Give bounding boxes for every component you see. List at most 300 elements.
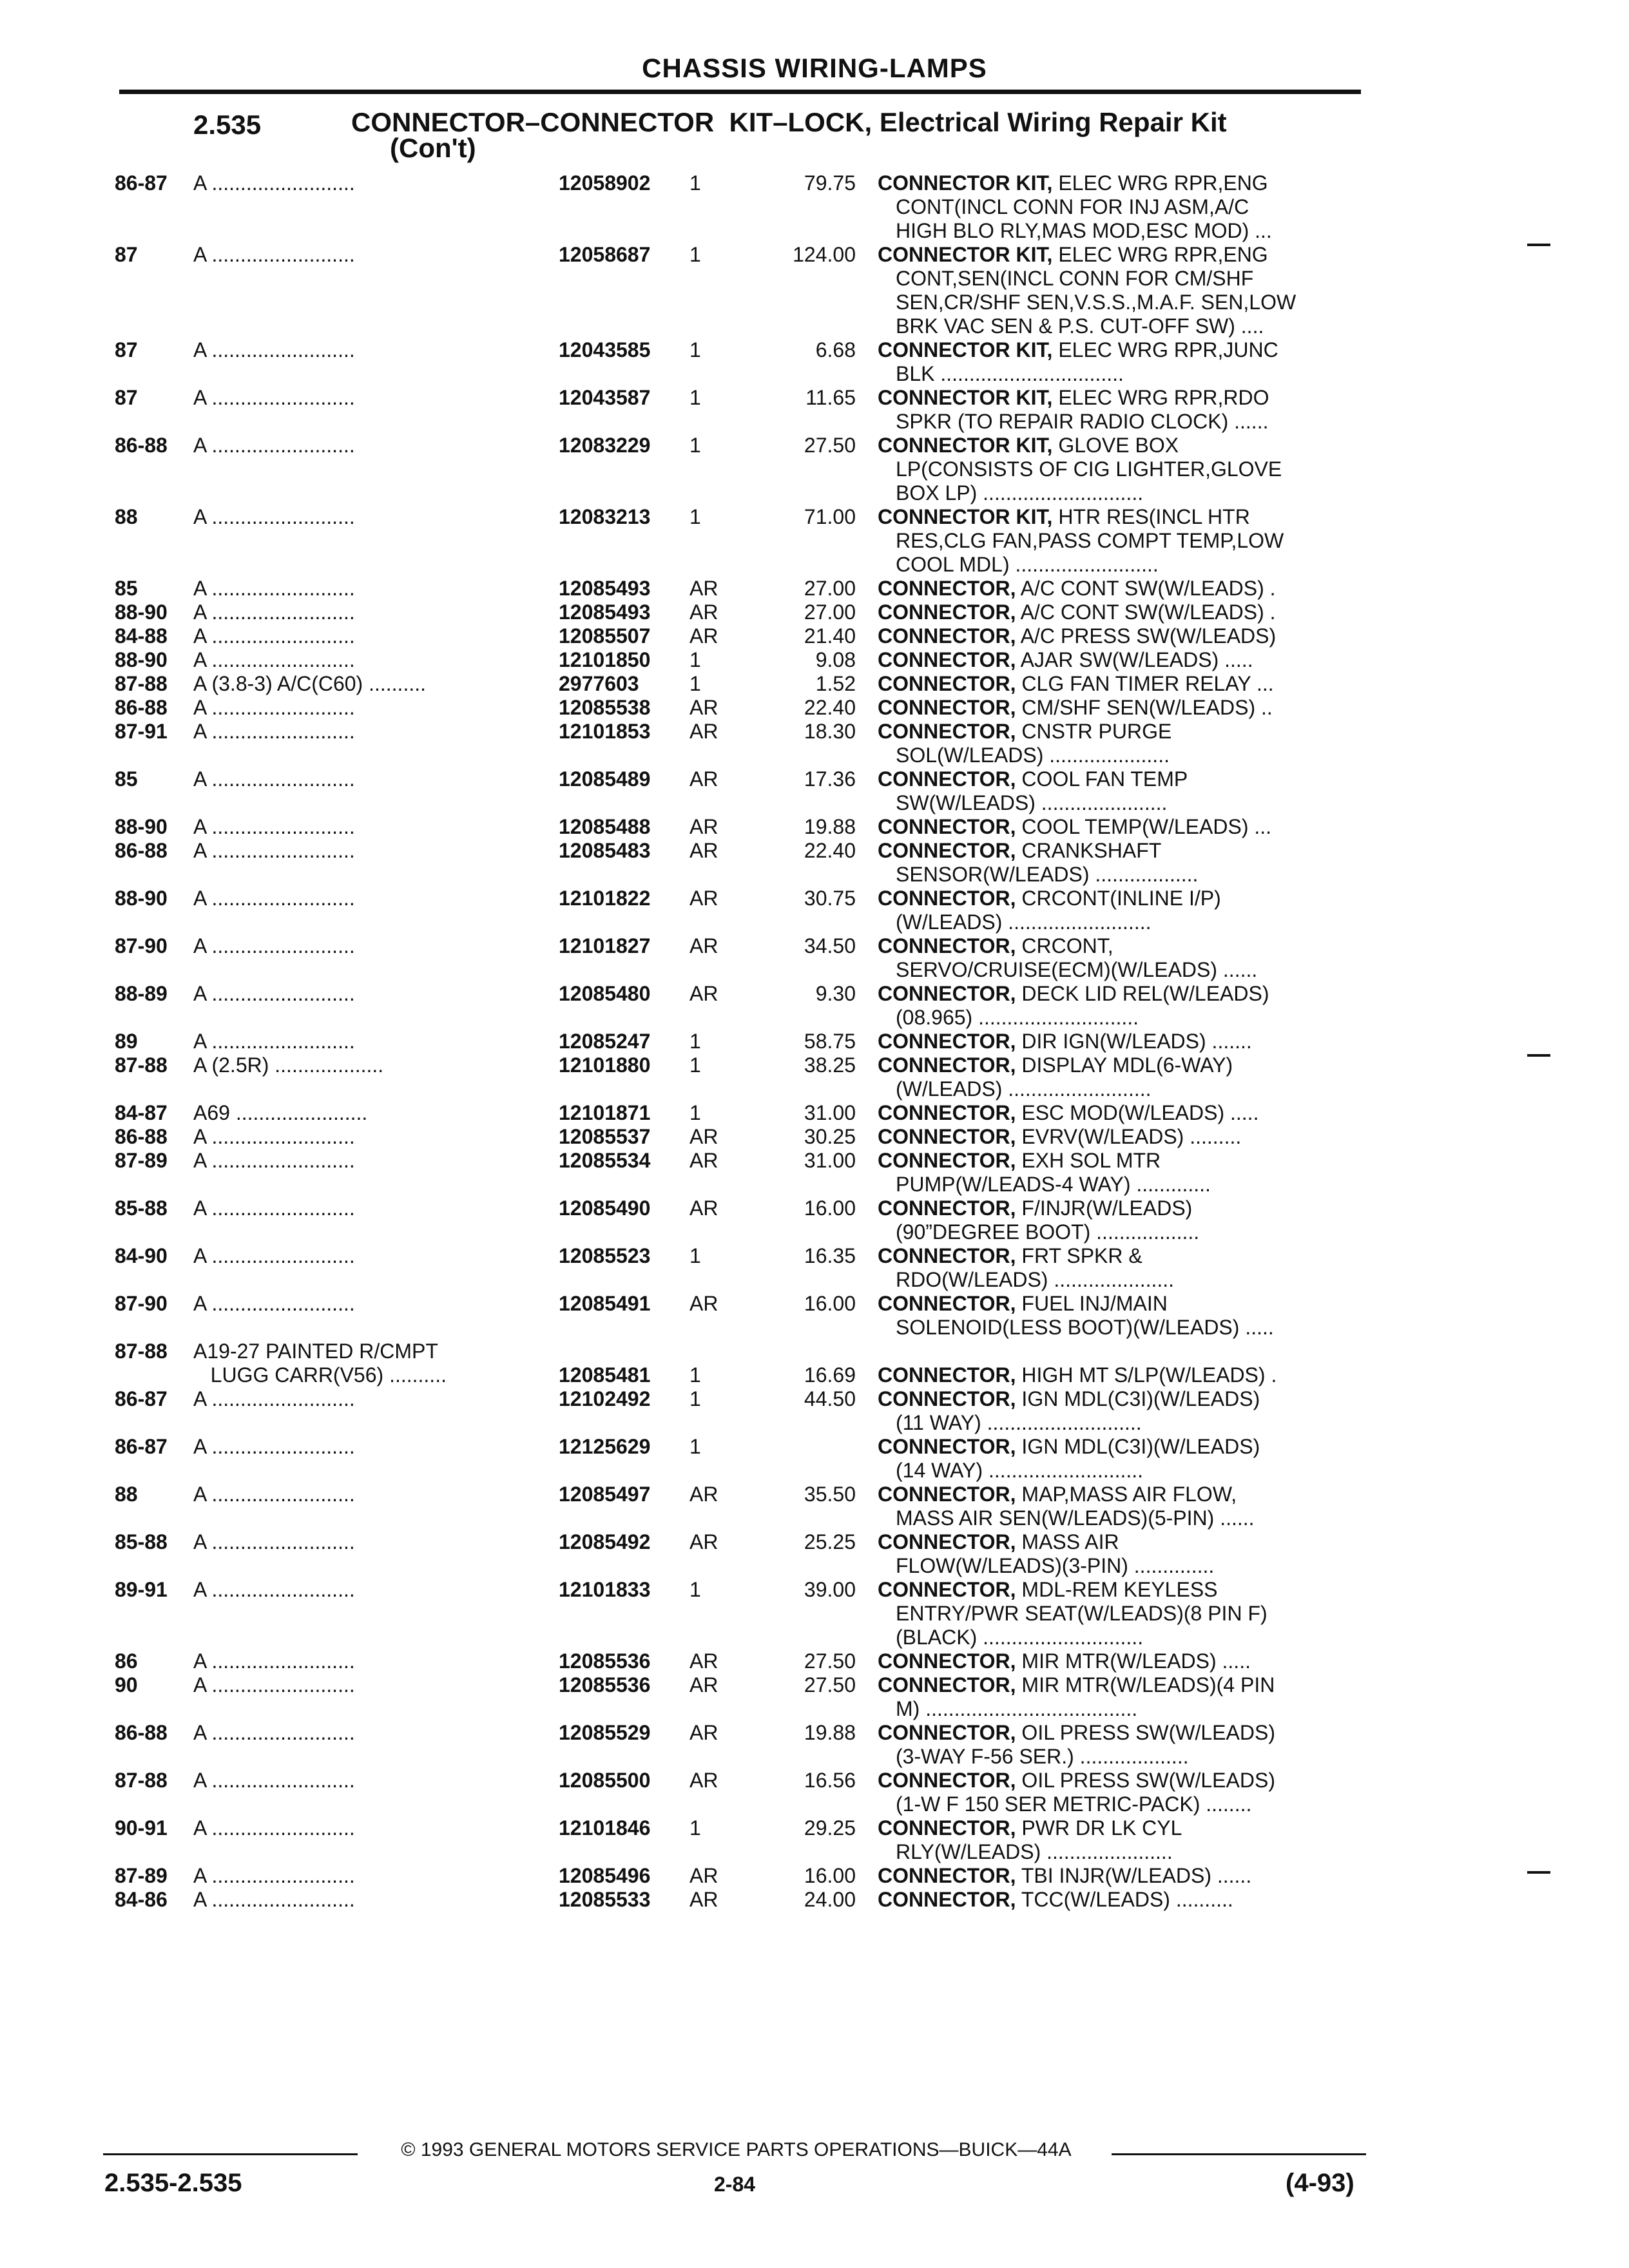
description (878, 1649, 1351, 1673)
model-year: 87-88 (115, 672, 168, 695)
description (878, 601, 1351, 624)
part-number: 12101846 (559, 1816, 651, 1840)
quantity: AR (689, 767, 718, 791)
description (878, 1721, 1351, 1769)
table-row (0, 624, 1629, 648)
quantity: AR (689, 1673, 718, 1696)
model-year: 86-88 (115, 1721, 168, 1744)
description-text: FUEL INJ/MAIN (1016, 1292, 1168, 1315)
model-year: 87-88 (115, 1769, 168, 1792)
description (878, 1387, 1351, 1435)
description-line (878, 1578, 1351, 1602)
table-row (0, 386, 1629, 434)
price: 27.50 (804, 1673, 856, 1696)
table-row (0, 1721, 1629, 1769)
model-year: 85 (115, 577, 138, 600)
part-name: CONNECTOR, (878, 1721, 1016, 1744)
table-row (0, 1387, 1629, 1435)
description-text: GLOVE BOX (1052, 434, 1179, 457)
part-name: CONNECTOR, (878, 672, 1016, 695)
model-year: 88-90 (115, 601, 168, 624)
section-title-line2: (Con't) (390, 133, 476, 163)
part-name: CONNECTOR KIT, (878, 171, 1053, 195)
part-name: CONNECTOR, (878, 1196, 1016, 1220)
table-row (0, 767, 1629, 815)
footer-rule-left (103, 2153, 358, 2155)
part-number: 12085523 (559, 1244, 651, 1267)
description-text: ELEC WRG RPR,ENG (1052, 243, 1268, 266)
table-row (0, 434, 1629, 505)
model-code: A ......................... (193, 887, 355, 910)
quantity: 1 (689, 505, 701, 528)
description-line: CONT,SEN(INCL CONN FOR CM/SHF (896, 267, 1254, 290)
part-name: CONNECTOR, (878, 601, 1016, 624)
part-name: CONNECTOR, (878, 934, 1016, 957)
description (878, 1363, 1351, 1387)
model-code: A ......................... (193, 1721, 355, 1744)
model-code: A ......................... (193, 1673, 355, 1696)
model-code: A ......................... (193, 1483, 355, 1506)
part-number: 12085536 (559, 1649, 651, 1673)
table-row (0, 815, 1629, 839)
part-number: 12101853 (559, 720, 651, 743)
table-row (0, 982, 1629, 1030)
price: 38.25 (804, 1053, 856, 1077)
description (878, 1125, 1351, 1149)
description-text: HIGH MT S/LP(W/LEADS) . (1016, 1363, 1277, 1387)
price: 9.08 (815, 648, 856, 671)
model-code: A ......................... (193, 1530, 355, 1553)
description (878, 648, 1351, 672)
table-row (0, 1363, 1629, 1387)
description (878, 720, 1351, 767)
description-text: MDL-REM KEYLESS (1016, 1578, 1218, 1601)
quantity: AR (689, 982, 718, 1005)
quantity: AR (689, 1649, 718, 1673)
price: 30.75 (804, 887, 856, 910)
quantity: 1 (689, 1435, 701, 1458)
model-year: 88-90 (115, 815, 168, 838)
model-code: A ......................... (193, 1030, 355, 1053)
description-text: CRCONT(INLINE I/P) (1016, 887, 1221, 910)
model-code: A19-27 PAINTED R/CMPT (193, 1340, 438, 1363)
description-text: F/INJR(W/LEADS) (1016, 1196, 1193, 1220)
model-year: 86-88 (115, 696, 168, 719)
model-code: A ......................... (193, 505, 355, 528)
part-name: CONNECTOR, (878, 1673, 1016, 1696)
section-title (351, 107, 1227, 163)
part-number: 12085483 (559, 839, 651, 862)
footer-copyright: © 1993 GENERAL MOTORS SERVICE PARTS OPERATIONS—BUICK—44A (401, 2139, 1072, 2160)
model-code: A ......................... (193, 1769, 355, 1792)
part-number: 12085529 (559, 1721, 651, 1744)
model-code: A ......................... (193, 696, 355, 719)
description (878, 171, 1351, 243)
description-line (878, 1244, 1351, 1268)
model-year: 87-88 (115, 1340, 168, 1363)
description-line (878, 601, 1351, 624)
description (878, 624, 1351, 648)
description-line: CONT(INCL CONN FOR INJ ASM,A/C (896, 195, 1249, 218)
part-name: CONNECTOR, (878, 839, 1016, 862)
table-row (0, 1483, 1629, 1530)
quantity: AR (689, 1196, 718, 1220)
description (878, 243, 1351, 338)
description-text: A/C PRESS SW(W/LEADS) (1016, 624, 1277, 648)
part-name: CONNECTOR, (878, 1816, 1016, 1840)
description (878, 1101, 1351, 1125)
description (878, 1530, 1351, 1578)
quantity: 1 (689, 1244, 701, 1267)
description-line: SW(W/LEADS) ...................... (896, 791, 1168, 814)
description-text: CRCONT, (1016, 934, 1113, 957)
footer (103, 2139, 1366, 2178)
table-row (0, 1125, 1629, 1149)
quantity: AR (689, 1125, 718, 1148)
price: 31.00 (804, 1149, 856, 1172)
model-code: A ......................... (193, 601, 355, 624)
quantity: AR (689, 577, 718, 600)
part-number: 12101871 (559, 1101, 651, 1124)
table-row (0, 887, 1629, 934)
model-code: A ......................... (193, 1125, 355, 1148)
quantity: 1 (689, 672, 701, 695)
description-line: PUMP(W/LEADS-4 WAY) ............. (896, 1173, 1211, 1196)
model-year: 86-87 (115, 171, 168, 195)
model-code: A ......................... (193, 720, 355, 743)
model-year: 86-87 (115, 1387, 168, 1410)
description (878, 934, 1351, 982)
model-code: A ......................... (193, 1149, 355, 1172)
part-name: CONNECTOR, (878, 1101, 1016, 1124)
description-line (878, 1125, 1351, 1149)
part-name: CONNECTOR, (878, 1149, 1016, 1172)
part-number: 12083213 (559, 505, 651, 528)
table-row (0, 1864, 1629, 1888)
description-line: (BLACK) ............................ (896, 1626, 1144, 1649)
part-number: 12085488 (559, 815, 651, 838)
description-line: (W/LEADS) ......................... (896, 910, 1152, 934)
description-text: EXH SOL MTR (1016, 1149, 1161, 1172)
description-line (878, 338, 1351, 362)
model-code: A ......................... (193, 1435, 355, 1458)
quantity: AR (689, 601, 718, 624)
description-line: (11 WAY) ........................... (896, 1411, 1142, 1434)
price: 16.00 (804, 1292, 856, 1315)
model-year: 84-86 (115, 1888, 168, 1911)
description-text: TCC(W/LEADS) .......... (1016, 1888, 1233, 1911)
description-line (878, 1888, 1351, 1912)
description-line: RLY(W/LEADS) ...................... (896, 1840, 1173, 1863)
description (878, 1673, 1351, 1721)
model-year: 87-89 (115, 1864, 168, 1887)
quantity: AR (689, 1149, 718, 1172)
part-number: 12101827 (559, 934, 651, 957)
description-line (878, 1864, 1351, 1888)
part-number: 12085492 (559, 1530, 651, 1553)
part-number: 12085538 (559, 696, 651, 719)
model-year: 84-88 (115, 624, 168, 648)
section-number: 2.535 (193, 110, 262, 140)
description-line (878, 1292, 1351, 1316)
quantity: 1 (689, 648, 701, 671)
description-text: ELEC WRG RPR,ENG (1052, 171, 1268, 195)
price: 44.50 (804, 1387, 856, 1410)
description-line (878, 1387, 1351, 1411)
part-number: 12085497 (559, 1483, 651, 1506)
model-year: 86-88 (115, 1125, 168, 1148)
price: 27.00 (804, 577, 856, 600)
part-name: CONNECTOR, (878, 1888, 1016, 1911)
description-line (878, 577, 1351, 601)
table-row (0, 601, 1629, 624)
description-line (878, 505, 1351, 529)
quantity: AR (689, 887, 718, 910)
part-number: 12085536 (559, 1673, 651, 1696)
description (878, 887, 1351, 934)
model-year: 85-88 (115, 1196, 168, 1220)
part-name: CONNECTOR, (878, 1483, 1016, 1506)
description-line: COOL MDL) ......................... (896, 553, 1159, 576)
description-text: MASS AIR (1016, 1530, 1119, 1553)
description-line (878, 1053, 1351, 1077)
table-row (0, 1053, 1629, 1101)
part-name: CONNECTOR KIT, (878, 386, 1053, 409)
description-line (878, 1030, 1351, 1053)
description-text: CRANKSHAFT (1016, 839, 1162, 862)
description-line (878, 934, 1351, 958)
part-number: 12125629 (559, 1435, 651, 1458)
description (878, 1053, 1351, 1101)
model-code: A ......................... (193, 577, 355, 600)
model-year: 86 (115, 1649, 138, 1673)
price: 16.00 (804, 1864, 856, 1887)
price: 39.00 (804, 1578, 856, 1601)
description-line: BRK VAC SEN & P.S. CUT-OFF SW) .... (896, 314, 1264, 338)
table-row (0, 839, 1629, 887)
description-line: BOX LP) ............................ (896, 481, 1144, 505)
description-text: MIR MTR(W/LEADS) ..... (1016, 1649, 1251, 1673)
description-line (878, 1816, 1351, 1840)
model-year: 88 (115, 505, 138, 528)
model-code: LUGG CARR(V56) .......... (193, 1363, 447, 1387)
description-line: (W/LEADS) ......................... (896, 1077, 1152, 1100)
description-line (878, 982, 1351, 1006)
part-number: 12085480 (559, 982, 651, 1005)
description-line (878, 1196, 1351, 1220)
description-text: COOL FAN TEMP (1016, 767, 1188, 791)
page-header: CHASSIS WIRING-LAMPS (642, 53, 987, 83)
part-name: CONNECTOR, (878, 696, 1016, 719)
part-name: CONNECTOR, (878, 1387, 1016, 1410)
table-row (0, 505, 1629, 577)
part-number: 12043585 (559, 338, 651, 361)
model-year: 85-88 (115, 1530, 168, 1553)
part-name: CONNECTOR, (878, 648, 1016, 671)
description (878, 1769, 1351, 1816)
price: 124.00 (793, 243, 856, 266)
table-row (0, 696, 1629, 720)
description-text: A/C CONT SW(W/LEADS) . (1016, 601, 1276, 624)
table-row (0, 1769, 1629, 1816)
description (878, 1196, 1351, 1244)
model-code: A ......................... (193, 648, 355, 671)
table-row (0, 577, 1629, 601)
price: 16.69 (804, 1363, 856, 1387)
description (878, 839, 1351, 887)
part-number: 12085481 (559, 1363, 651, 1387)
quantity: 1 (689, 243, 701, 266)
model-year: 84-90 (115, 1244, 168, 1267)
model-year: 87-91 (115, 720, 168, 743)
description-line (878, 1649, 1351, 1673)
description-line: MASS AIR SEN(W/LEADS)(5-PIN) ...... (896, 1506, 1255, 1530)
description-line (878, 648, 1351, 672)
model-code: A ......................... (193, 1244, 355, 1267)
part-name: CONNECTOR KIT, (878, 505, 1053, 528)
table-row (0, 672, 1629, 696)
description (878, 577, 1351, 601)
part-name: CONNECTOR, (878, 1292, 1016, 1315)
description-line (878, 839, 1351, 863)
part-number: 12102492 (559, 1387, 651, 1410)
description-line: HIGH BLO RLY,MAS MOD,ESC MOD) ... (896, 219, 1272, 242)
footer-page-number: 2-84 (714, 2173, 756, 2196)
table-row (0, 934, 1629, 982)
description-line (878, 767, 1351, 791)
price: 24.00 (804, 1888, 856, 1911)
part-name: CONNECTOR, (878, 1363, 1016, 1387)
part-name: CONNECTOR, (878, 982, 1016, 1005)
model-code: A (3.8-3) A/C(C60) .......... (193, 672, 426, 695)
model-year: 86-88 (115, 434, 168, 457)
model-code: A ......................... (193, 934, 355, 957)
quantity: 1 (689, 386, 701, 409)
description (878, 1864, 1351, 1888)
price: 16.35 (804, 1244, 856, 1267)
price: 58.75 (804, 1030, 856, 1053)
model-year: 90-91 (115, 1816, 168, 1840)
description-text: AJAR SW(W/LEADS) ..... (1016, 648, 1253, 671)
margin-mark (1527, 244, 1550, 246)
part-number: 12058902 (559, 171, 651, 195)
table-row (0, 1816, 1629, 1864)
description-line: BLK ................................ (896, 362, 1124, 385)
description (878, 338, 1351, 386)
quantity: AR (689, 720, 718, 743)
description (878, 434, 1351, 505)
price: 22.40 (804, 839, 856, 862)
footer-date-code: (4-93) (1286, 2169, 1354, 2197)
price: 22.40 (804, 696, 856, 719)
part-name: CONNECTOR, (878, 815, 1016, 838)
model-code: A ......................... (193, 767, 355, 791)
description-line: SENSOR(W/LEADS) .................. (896, 863, 1199, 886)
description-line: (1-W F 150 SER METRIC-PACK) ........ (896, 1792, 1252, 1816)
part-number: 12085534 (559, 1149, 651, 1172)
price: 9.30 (815, 982, 856, 1005)
part-number: 12085500 (559, 1769, 651, 1792)
description-line: LP(CONSISTS OF CIG LIGHTER,GLOVE (896, 457, 1282, 481)
description (878, 1244, 1351, 1292)
table-row (0, 720, 1629, 767)
table-row (0, 1196, 1629, 1244)
part-number: 12043587 (559, 386, 651, 409)
price: 71.00 (804, 505, 856, 528)
price: 21.40 (804, 624, 856, 648)
table-row (0, 1149, 1629, 1196)
description-text: PWR DR LK CYL (1016, 1816, 1182, 1840)
part-number: 12085489 (559, 767, 651, 791)
model-year: 88-89 (115, 982, 168, 1005)
quantity: 1 (689, 1101, 701, 1124)
model-year: 87 (115, 338, 138, 361)
part-name: CONNECTOR, (878, 1435, 1016, 1458)
description-line (878, 1149, 1351, 1173)
price: 35.50 (804, 1483, 856, 1506)
description-text: DISPLAY MDL(6-WAY) (1016, 1053, 1233, 1077)
description-text: ELEC WRG RPR,RDO (1052, 386, 1269, 409)
description (878, 386, 1351, 434)
model-year: 87-88 (115, 1053, 168, 1077)
quantity: AR (689, 1292, 718, 1315)
price: 27.50 (804, 434, 856, 457)
description-text: FRT SPKR & (1016, 1244, 1142, 1267)
model-code: A ......................... (193, 1888, 355, 1911)
part-number: 12085247 (559, 1030, 651, 1053)
margin-mark (1527, 1871, 1550, 1874)
description (878, 672, 1351, 696)
description-line: (14 WAY) ........................... (896, 1459, 1144, 1482)
part-name: CONNECTOR, (878, 1053, 1016, 1077)
quantity: 1 (689, 171, 701, 195)
part-name: CONNECTOR KIT, (878, 243, 1053, 266)
model-code: A ......................... (193, 1292, 355, 1315)
description-line: RES,CLG FAN,PASS COMPT TEMP,LOW (896, 529, 1284, 552)
price: 29.25 (804, 1816, 856, 1840)
description-line: M) ..................................... (896, 1697, 1138, 1720)
model-code: A69 ....................... (193, 1101, 368, 1124)
description-line: SERVO/CRUISE(ECM)(W/LEADS) ...... (896, 958, 1258, 981)
description-line (878, 696, 1351, 720)
model-year: 90 (115, 1673, 138, 1696)
description-text: COOL TEMP(W/LEADS) ... (1016, 815, 1272, 838)
price: 79.75 (804, 171, 856, 195)
part-name: CONNECTOR, (878, 577, 1016, 600)
description-line: SOLENOID(LESS BOOT)(W/LEADS) ..... (896, 1316, 1274, 1339)
part-name: CONNECTOR KIT, (878, 434, 1053, 457)
part-name: CONNECTOR, (878, 624, 1016, 648)
quantity: AR (689, 1530, 718, 1553)
table-row (0, 1888, 1629, 1912)
price: 27.00 (804, 601, 856, 624)
part-number: 12085533 (559, 1888, 651, 1911)
description-line (878, 1721, 1351, 1745)
quantity: AR (689, 1483, 718, 1506)
quantity: 1 (689, 1053, 701, 1077)
description-line (878, 1435, 1351, 1459)
parts-table (0, 171, 1629, 1912)
description-text: OIL PRESS SW(W/LEADS) (1016, 1721, 1275, 1744)
description-line (878, 1530, 1351, 1554)
description-text: MAP,MASS AIR FLOW, (1016, 1483, 1237, 1506)
model-code: A ......................... (193, 1578, 355, 1601)
quantity: AR (689, 696, 718, 719)
model-year: 84-87 (115, 1101, 168, 1124)
part-name: CONNECTOR, (878, 1530, 1016, 1553)
description-text: MIR MTR(W/LEADS)(4 PIN (1016, 1673, 1275, 1696)
table-row (0, 1101, 1629, 1125)
